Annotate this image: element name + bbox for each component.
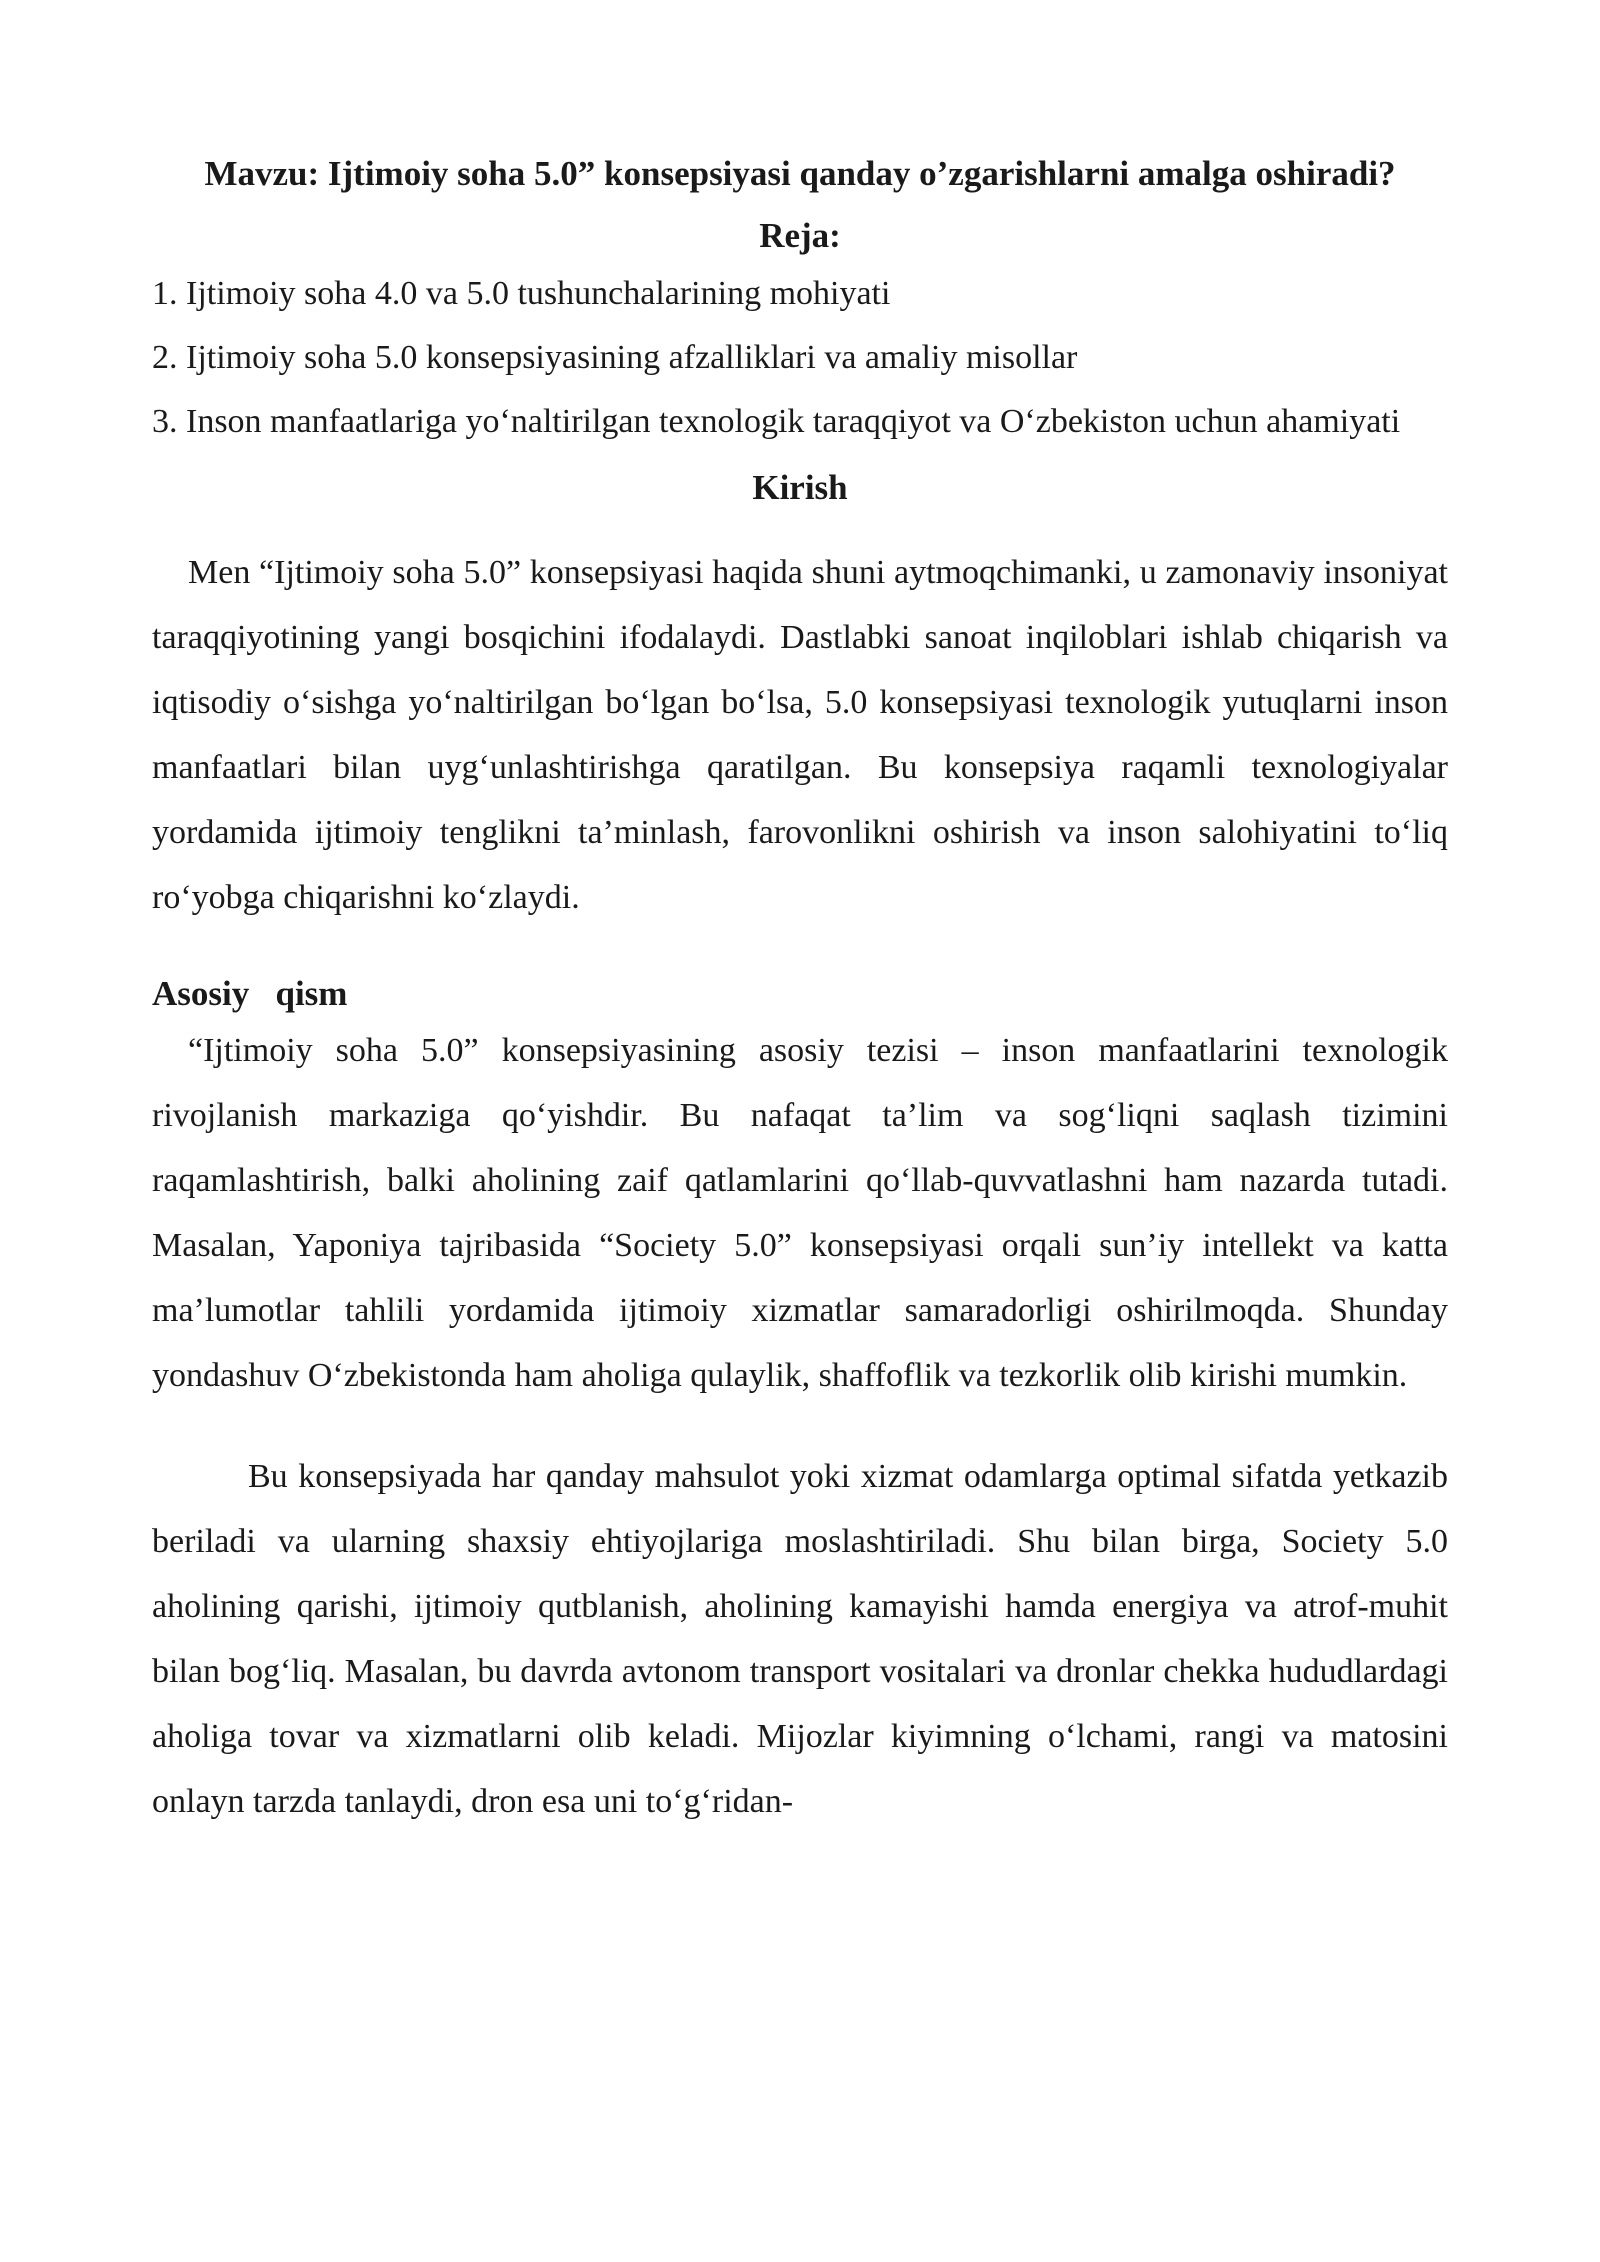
- plan-heading: Reja:: [759, 216, 841, 255]
- main-heading: Asosiy qism: [152, 974, 348, 1013]
- plan-item-1: 1. Ijtimoiy soha 4.0 va 5.0 tushunchalarining mohiyati: [152, 275, 891, 312]
- document-title: Mavzu: Ijtimoiy soha 5.0” konsepsiyasi qanday o’zgarishlarni amalga oshiradi?: [204, 154, 1396, 193]
- intro-heading: Kirish: [752, 468, 848, 507]
- document-page: [152, 150, 1448, 1834]
- main-paragraph-2: Bu konsepsiyada har qanday mahsulot yoki xizmat odamlarga optimal sifatda yetkazib beriladi va ularning shaxsiy ehtiyojlariga moslashtiriladi. Shu bilan birga, Society 5.0 aholining qarishi, ijtimoiy qutblanish, aholining kamayishi hamda energiya va atrof-muhit bilan bog‘liq. Masalan, bu davrda avtonom transport vositalari va dronlar chekka hududlardagi aholiga tovar va xizmatlarni olib keladi. Mijozlar kiyimning o‘lchami, rangi va matosini onlayn tarzda tanlaydi, dron esa uni to‘g‘ridan-: [152, 1458, 1448, 1820]
- plan-item-3: 3. Inson manfaatlariga yo‘naltirilgan texnologik taraqqiyot va O‘zbekiston uchun ahamiyati: [152, 403, 1401, 440]
- plan-item-2: 2. Ijtimoiy soha 5.0 konsepsiyasining afzalliklari va amaliy misollar: [152, 339, 1078, 376]
- main-paragraph-1: “Ijtimoiy soha 5.0” konsepsiyasining asosiy tezisi – inson manfaatlarini texnologik rivojlanish markaziga qo‘yishdir. Bu nafaqat ta’lim va sog‘liqni saqlash tizimini raqamlashtirish, balki aholining zaif qatlamlarini qo‘llab-quvvatlashni ham nazarda tutadi. Masalan, Yaponiya tajribasida “Society 5.0” konsepsiyasi orqali sun’iy intellekt va katta ma’lumotlar tahlili yordamida ijtimoiy xizmatlar samaradorligi oshirilmoqda. Shunday yondashuv O‘zbekistonda ham aholiga qulaylik, shaffoflik va tezkorlik olib kirishi mumkin.: [152, 1032, 1448, 1394]
- intro-paragraph: Men “Ijtimoiy soha 5.0” konsepsiyasi haqida shuni aytmoqchimanki, u zamonaviy insoniyat taraqqiyotining yangi bosqichini ifodalaydi. Dastlabki sanoat inqiloblari ishlab chiqarish va iqtisodiy o‘sishga yo‘naltirilgan bo‘lgan bo‘lsa, 5.0 konsepsiyasi texnologik yutuqlarni inson manfaatlari bilan uyg‘unlashtirishga qaratilgan. Bu konsepsiya raqamli texnologiyalar yordamida ijtimoiy tenglikni ta’minlash, farovonlikni oshirish va inson salohiyatini to‘liq ro‘yobga chiqarishni ko‘zlaydi.: [152, 554, 1448, 916]
